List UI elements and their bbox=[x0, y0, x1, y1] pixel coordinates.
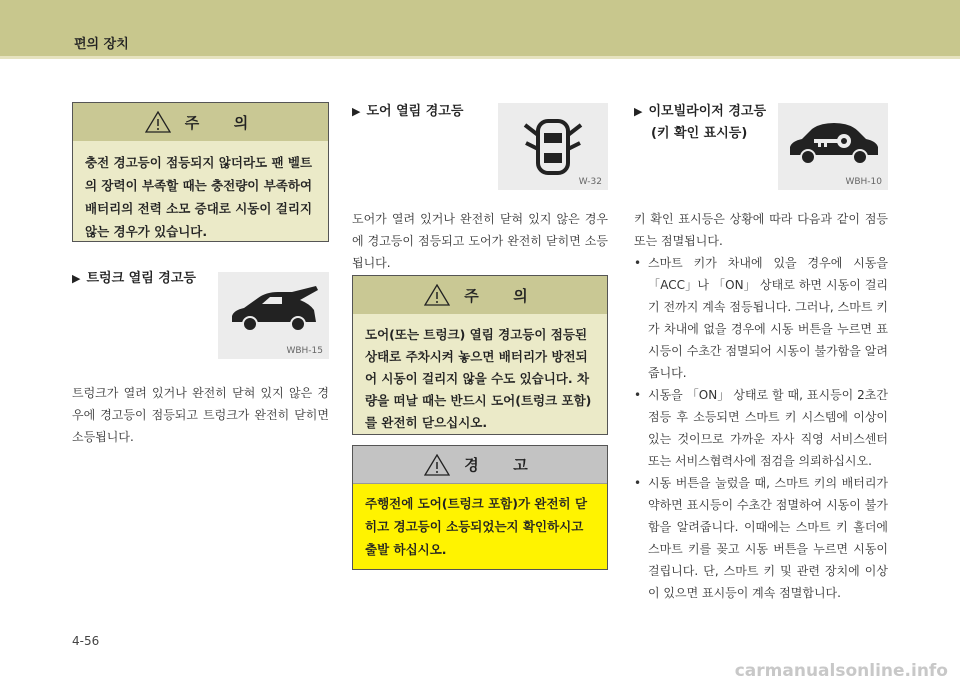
trunk-open-icon bbox=[218, 272, 329, 342]
warning-text: 주행전에 도어(트렁크 포함)가 완전히 닫히고 경고등이 소등되었는지 확인하시고 출발 하십시오. bbox=[353, 484, 607, 569]
door-description: 도어가 열려 있거나 완전히 닫혀 있지 않은 경우에 경고등이 점등되고 도어가 완전히 닫히면 소등됩니다. bbox=[352, 212, 608, 270]
warning-triangle-icon bbox=[145, 111, 171, 133]
trunk-warning-image bbox=[218, 272, 329, 359]
caution-box-door bbox=[352, 275, 608, 435]
caution-heading bbox=[73, 103, 328, 141]
header-bar bbox=[0, 0, 960, 56]
arrow-right-icon: ▶ bbox=[352, 105, 361, 118]
immobilizer-bullet-list bbox=[634, 252, 888, 604]
caution-box-charging bbox=[72, 102, 329, 242]
door-warning-image bbox=[498, 103, 608, 190]
caution-heading-text: 주 의 bbox=[464, 286, 536, 305]
arrow-right-icon: ▶ bbox=[634, 105, 643, 118]
trunk-description: 트렁크가 열려 있거나 완전히 닫혀 있지 않은 경우에 경고등이 점등되고 트렁크가 완전히 닫히면 소등됩니다. bbox=[72, 386, 329, 444]
door-open-icon bbox=[498, 103, 608, 178]
warning-heading bbox=[353, 446, 607, 484]
warning-box-door bbox=[352, 445, 608, 570]
page-number: 4-56 bbox=[72, 634, 100, 648]
caution-heading-text: 주 의 bbox=[184, 113, 257, 132]
warning-triangle-icon bbox=[424, 284, 450, 306]
chapter-title: 편의 장치 bbox=[74, 37, 129, 52]
icon-code-trunk: WBH-15 bbox=[286, 346, 323, 356]
caution-heading bbox=[353, 276, 607, 314]
arrow-right-icon: ▶ bbox=[72, 272, 81, 285]
caution-text: 충전 경고등이 점등되지 않더라도 팬 벨트의 장력이 부족할 때는 충전량이 부족하여 배터리의 전력 소모 증대로 시동이 걸리지 않는 경우가 있습니다. bbox=[73, 141, 328, 241]
immobilizer-intro: 키 확인 표시등은 상황에 따라 다음과 같이 점등 또는 점멸됩니다. bbox=[634, 212, 888, 248]
immobilizer-warning-image bbox=[778, 103, 888, 190]
warning-heading-text: 경 고 bbox=[464, 456, 536, 474]
list-item: • 시동을 「ON」 상태로 할 때, 표시등이 2초간 점등 후 소등되면 스마트 키 시스템에 이상이 있는 것이므로 가까운 자사 직영 서비스센터 또는 서비스협력사에 점검을 의뢰하십시오. bbox=[634, 384, 888, 472]
section-title-immobilizer bbox=[634, 101, 766, 145]
header-divider bbox=[0, 56, 960, 59]
list-item: • 시동 버튼을 눌렀을 때, 스마트 키의 배터리가 약하면 표시등이 수초간 점멸하여 시동이 불가함을 알려줍니다. 이때에는 스마트 키 홀더에 스마트 키를 꽂고 시동 버튼을 누르면 시동이 걸립니다. 단, 스마트 키 및 관련 장치에 이상이 있으면 표시등이 계속 점멸합니다. bbox=[634, 472, 888, 604]
icon-code-door: W-32 bbox=[578, 177, 602, 187]
caution-text: 도어(또는 트렁크) 열림 경고등이 점등된 상태로 주차시켜 놓으면 배터리가 방전되어 시동이 걸리지 않을 수도 있습니다. 차량을 떠날 때는 반드시 도어(트렁크 포함)를 완전히 닫으십시오. bbox=[353, 314, 607, 434]
icon-code-immobilizer: WBH-10 bbox=[845, 177, 882, 187]
warning-triangle-icon bbox=[424, 454, 450, 476]
section-title-door-text: 도어 열림 경고등 bbox=[366, 104, 464, 119]
section-title-immobilizer-line1: 이모빌라이저 경고등 bbox=[648, 104, 767, 119]
section-title-immobilizer-line2: (키 확인 표시등) bbox=[651, 126, 748, 141]
section-title-trunk-text: 트렁크 열림 경고등 bbox=[86, 271, 196, 286]
section-title-door bbox=[352, 101, 463, 123]
section-title-trunk bbox=[72, 268, 196, 290]
list-item: • 스마트 키가 차내에 있을 경우에 시동을 「ACC」나 「ON」 상태로 하면 시동이 걸리기 전까지 계속 점등됩니다. 그러나, 스마트 키가 차내에 없을 경우에 시동 버튼을 누르면 표시등이 수초간 점멸되어 시동이 불가함을 알려줍니다. bbox=[634, 252, 888, 384]
key-car-icon bbox=[778, 103, 888, 173]
watermark: carmanualsonline.info bbox=[734, 661, 948, 681]
